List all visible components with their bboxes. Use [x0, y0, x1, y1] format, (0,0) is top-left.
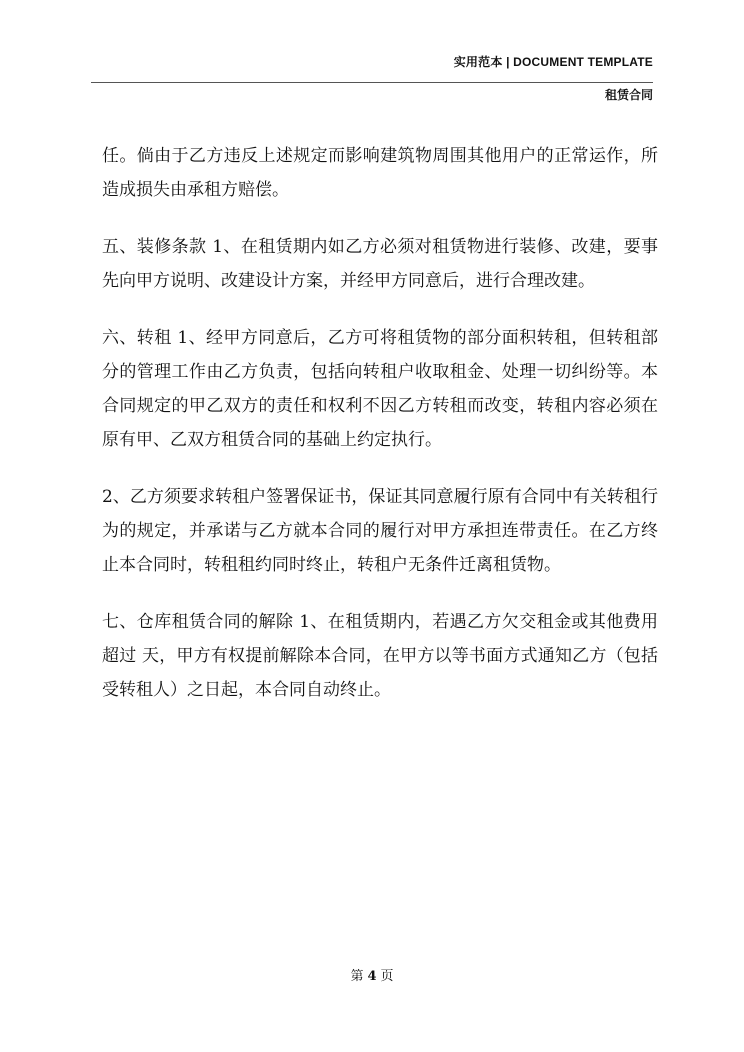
- paragraph-liability: 任。倘由于乙方违反上述规定而影响建筑物周围其他用户的正常运作，所造成损失由承租方赔偿。: [102, 146, 658, 200]
- page-footer: [0, 965, 744, 984]
- paragraph-termination: 七、仓库租赁合同的解除 1、在租赁期内，若遇乙方欠交租金或其他费用超过 天，甲方有权提前解除本合同，在甲方以等书面方式通知乙方（包括受转租人）之日起，本合同自动终止。: [102, 612, 658, 700]
- paragraph-renovation: 五、装修条款 1、在租赁期内如乙方必须对租赁物进行装修、改建，要事先向甲方说明、改建设计方案，并经甲方同意后，进行合理改建。: [102, 237, 658, 291]
- page-label-prefix: 第: [350, 969, 364, 984]
- page-number: 4: [367, 969, 377, 984]
- header-divider: [91, 82, 653, 83]
- header-subtitle: 租赁合同: [604, 88, 653, 102]
- paragraph-sublease: 六、转租 1、经甲方同意后，乙方可将租赁物的部分面积转租，但转租部分的管理工作由乙方负责，包括向转租户收取租金、处理一切纠纷等。本合同规定的甲乙双方的责任和权利不因乙方转租而改变，转租内容必须在原有甲、乙双方租赁合同的基础上约定执行。: [102, 328, 658, 450]
- header-title: 实用范本 | DOCUMENT TEMPLATE: [453, 55, 653, 69]
- paragraph-sublease-guarantee: 2、乙方须要求转租户签署保证书，保证其同意履行原有合同中有关转租行为的规定，并承诺与乙方就本合同的履行对甲方承担连带责任。在乙方终止本合同时，转租租约同时终止，转租户无条件迁离租赁物。: [102, 487, 658, 575]
- page-label-suffix: 页: [380, 969, 394, 984]
- document-body: [102, 139, 658, 730]
